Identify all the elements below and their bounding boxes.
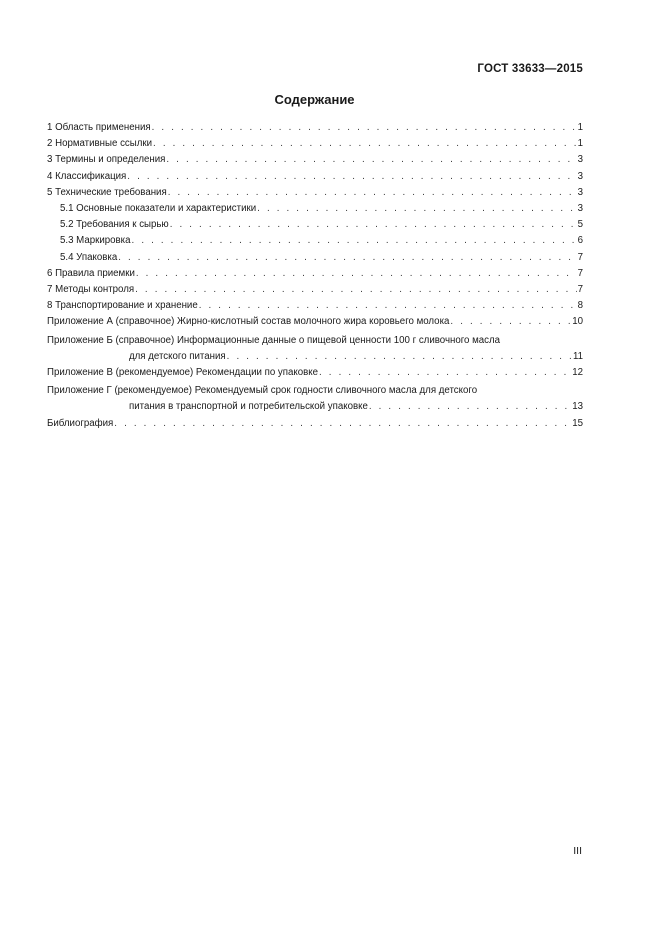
dot-leader bbox=[152, 120, 577, 136]
dot-leader bbox=[136, 266, 577, 282]
toc-entry[interactable] bbox=[47, 169, 583, 185]
toc-appendix-entry[interactable] bbox=[47, 383, 583, 415]
toc-entry-label: 3 Термины и определения bbox=[47, 154, 166, 166]
toc-page-number: 1 bbox=[577, 122, 583, 133]
toc-entry[interactable] bbox=[47, 282, 583, 298]
dot-leader bbox=[132, 233, 577, 249]
toc-entry-label: 5 Технические требования bbox=[47, 186, 167, 198]
toc-entry-label: 2 Нормативные ссылки bbox=[47, 138, 153, 150]
toc-page-number: 13 bbox=[572, 401, 583, 413]
dot-leader bbox=[170, 217, 577, 233]
toc-title: Содержание bbox=[274, 92, 355, 107]
dot-leader bbox=[153, 136, 577, 152]
toc-entry-label: 5.4 Упаковка bbox=[60, 251, 118, 263]
toc-page-number: 7 bbox=[577, 284, 583, 296]
dot-leader bbox=[227, 349, 572, 365]
toc-entry-label: 6 Правила приемки bbox=[47, 267, 135, 279]
toc-entry-label: 4 Классификация bbox=[47, 170, 127, 182]
toc-entry[interactable] bbox=[47, 152, 583, 168]
dot-leader bbox=[257, 201, 576, 217]
toc-entry-label-continued: питания в транспортной и потребительской упаковке bbox=[129, 401, 368, 413]
toc-entry[interactable] bbox=[47, 416, 583, 432]
toc-appendix-entry[interactable] bbox=[47, 314, 583, 330]
toc-page-number: 1 bbox=[577, 138, 583, 150]
toc-page-number: 15 bbox=[572, 417, 583, 429]
toc-entry[interactable] bbox=[47, 120, 583, 136]
toc-page-number: 8 bbox=[577, 300, 583, 312]
toc-entry-label: 5.3 Маркировка bbox=[60, 235, 131, 247]
toc-entry-label: 1 Область применения bbox=[47, 122, 151, 133]
toc-entry-label: 7 Методы контроля bbox=[47, 284, 135, 296]
toc-entry[interactable] bbox=[47, 136, 583, 152]
toc-entry-label: Приложение А (справочное) Жирно-кислотный состав молочного жира коровьего молока bbox=[47, 316, 450, 328]
toc-entry-label: 5.2 Требования к сырью bbox=[60, 219, 169, 231]
dot-leader bbox=[114, 416, 571, 432]
toc-subentry[interactable] bbox=[47, 217, 583, 233]
dot-leader bbox=[450, 314, 571, 330]
toc-subentry[interactable] bbox=[47, 250, 583, 266]
toc-page-number: 3 bbox=[577, 186, 583, 198]
toc-entry-label-continued: для детского питания bbox=[129, 350, 226, 362]
toc-entry-label: Приложение Б (справочное) Информационные данные о пищевой ценности 100 г сливочного масла bbox=[47, 334, 501, 346]
toc-page-number: 11 bbox=[572, 350, 583, 362]
toc-entry[interactable] bbox=[47, 185, 583, 201]
toc-appendix-entry[interactable] bbox=[47, 365, 583, 381]
toc-subentry[interactable] bbox=[47, 233, 583, 249]
toc-page-number: 7 bbox=[577, 251, 583, 263]
dot-leader bbox=[135, 282, 576, 298]
toc-page-number: 3 bbox=[577, 154, 583, 166]
dot-leader bbox=[369, 399, 571, 415]
table-of-contents bbox=[47, 120, 583, 432]
toc-page-number: 6 bbox=[577, 235, 583, 247]
toc-page-number: 5 bbox=[577, 219, 583, 231]
toc-appendix-entry[interactable] bbox=[47, 333, 583, 365]
toc-entry[interactable] bbox=[47, 298, 583, 314]
toc-subentry[interactable] bbox=[47, 201, 583, 217]
toc-page-number: 3 bbox=[577, 170, 583, 182]
standard-code: ГОСТ 33633—2015 bbox=[477, 63, 583, 75]
dot-leader bbox=[319, 365, 571, 381]
toc-page-number: 12 bbox=[572, 367, 583, 379]
dot-leader bbox=[166, 152, 576, 168]
toc-entry[interactable] bbox=[47, 266, 583, 282]
toc-entry-label: 8 Транспортирование и хранение bbox=[47, 300, 198, 312]
toc-entry-label: 5.1 Основные показатели и характеристики bbox=[60, 203, 257, 215]
page-number-roman: III bbox=[573, 845, 582, 857]
dot-leader bbox=[118, 250, 576, 266]
toc-entry-label: Библиография bbox=[47, 417, 114, 429]
toc-page-number: 7 bbox=[577, 267, 583, 279]
toc-entry-label: Приложение В (рекомендуемое) Рекомендации по упаковке bbox=[47, 367, 319, 379]
toc-page-number: 10 bbox=[572, 316, 583, 328]
toc-entry-label: Приложение Г (рекомендуемое) Рекомендуемый срок годности сливочного масла для детского bbox=[47, 385, 478, 397]
dot-leader bbox=[127, 169, 576, 185]
toc-page-number: 3 bbox=[577, 203, 583, 215]
dot-leader bbox=[168, 185, 577, 201]
dot-leader bbox=[199, 298, 577, 314]
